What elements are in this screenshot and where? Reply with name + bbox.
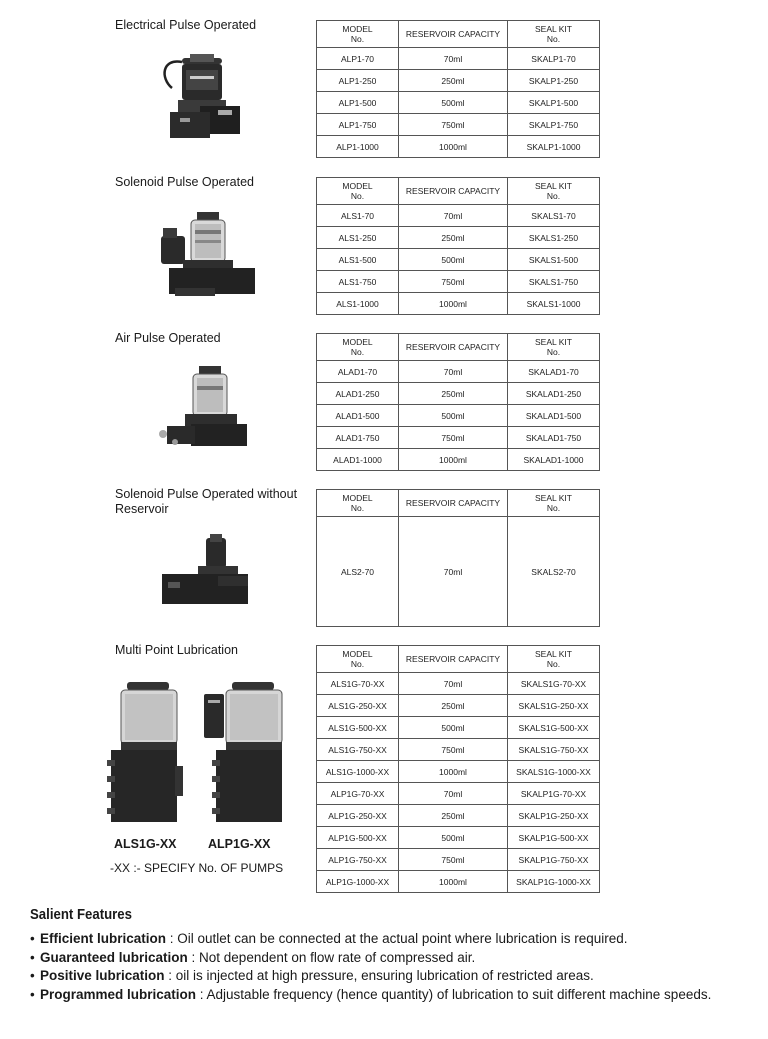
table-cell: ALP1-750 (317, 114, 399, 136)
table-cell: SKALP1G-250-XX (508, 805, 600, 827)
header-capacity: RESERVOIR CAPACITY (399, 490, 508, 517)
table-row (317, 114, 600, 136)
table-cell: SKALS1-500 (508, 249, 600, 271)
table-cell: ALAD1-750 (317, 427, 399, 449)
header-seal-kit: SEAL KIT No. (508, 21, 600, 48)
table-row (317, 293, 600, 315)
table-cell: SKALP1-1000 (508, 136, 600, 158)
table-row (317, 673, 600, 695)
table-cell: ALP1-1000 (317, 136, 399, 158)
section-title-no-reservoir: Solenoid Pulse Operated without Reservoir (115, 487, 298, 516)
table-row (317, 70, 600, 92)
header-seal-kit: SEAL KIT No. (508, 646, 600, 673)
header-model: MODEL No. (317, 334, 399, 361)
table-cell: ALP1-500 (317, 92, 399, 114)
specify-pumps-note: -XX :- SPECIFY No. OF PUMPS (110, 861, 284, 875)
table-cell: 750ml (399, 271, 508, 293)
table-row (317, 48, 600, 70)
table-cell: ALP1G-750-XX (317, 849, 399, 871)
table-cell: 750ml (399, 739, 508, 761)
spec-table-air (316, 333, 600, 471)
table-cell: SKALS1-1000 (508, 293, 600, 315)
table-cell: 500ml (399, 249, 508, 271)
table-cell: ALP1G-1000-XX (317, 871, 399, 893)
table-row (317, 227, 600, 249)
table-cell: ALP1G-250-XX (317, 805, 399, 827)
alp1g-pump-image (200, 680, 290, 830)
table-row (317, 517, 600, 627)
table-row (317, 849, 600, 871)
table-cell: ALS1-500 (317, 249, 399, 271)
table-row (317, 205, 600, 227)
table-cell: SKALAD1-70 (508, 361, 600, 383)
table-cell: SKALP1-250 (508, 70, 600, 92)
table-cell: SKALP1-70 (508, 48, 600, 70)
table-row (317, 717, 600, 739)
electrical-pump-image (160, 48, 245, 148)
table-cell: 750ml (399, 427, 508, 449)
table-cell: 70ml (399, 783, 508, 805)
feature-item: • Guaranteed lubrication : Not dependent on flow rate of compressed air. (30, 949, 760, 968)
table-cell: 1000ml (399, 761, 508, 783)
table-row (317, 383, 600, 405)
table-cell: 70ml (399, 48, 508, 70)
bullet-icon: • (30, 931, 35, 946)
table-cell: SKALS1-250 (508, 227, 600, 249)
header-model: MODEL No. (317, 490, 399, 517)
table-cell: 70ml (399, 517, 508, 627)
table-cell: SKALS1-70 (508, 205, 600, 227)
bullet-icon: • (30, 968, 35, 983)
spec-table-solenoid (316, 177, 600, 315)
header-seal-kit: SEAL KIT No. (508, 490, 600, 517)
table-row (317, 271, 600, 293)
section-title-electrical: Electrical Pulse Operated (115, 18, 257, 32)
table-cell: SKALS1G-250-XX (508, 695, 600, 717)
table-header-row (317, 646, 600, 673)
table-cell: ALP1G-70-XX (317, 783, 399, 805)
section-title-air: Air Pulse Operated (115, 331, 221, 345)
table-cell: ALS1-70 (317, 205, 399, 227)
als1g-pump-image (105, 680, 190, 830)
table-cell: SKALAD1-250 (508, 383, 600, 405)
header-seal-kit: SEAL KIT No. (508, 334, 600, 361)
bullet-icon: • (30, 949, 35, 965)
header-model: MODEL No. (317, 646, 399, 673)
table-cell: ALP1-250 (317, 70, 399, 92)
table-cell: SKALS1G-500-XX (508, 717, 600, 739)
feature-item: • Positive lubrication : oil is injected at high pressure, ensuring lubrication of restricted areas. (30, 967, 760, 986)
table-cell: 1000ml (399, 136, 508, 158)
table-row (317, 871, 600, 893)
caption-als1g: ALS1G-XX (114, 837, 177, 851)
table-cell: SKALS1G-70-XX (508, 673, 600, 695)
table-header-row (317, 490, 600, 517)
table-cell: 750ml (399, 849, 508, 871)
table-cell: SKALP1G-500-XX (508, 827, 600, 849)
table-cell: ALP1G-500-XX (317, 827, 399, 849)
table-cell: 250ml (399, 227, 508, 249)
table-row (317, 805, 600, 827)
table-cell: SKALAD1-750 (508, 427, 600, 449)
table-cell: 1000ml (399, 293, 508, 315)
table-cell: 70ml (399, 361, 508, 383)
air-pump-image (155, 362, 255, 452)
table-cell: 500ml (399, 92, 508, 114)
table-cell: SKALP1-750 (508, 114, 600, 136)
header-capacity: RESERVOIR CAPACITY (399, 178, 508, 205)
table-cell: ALS1G-500-XX (317, 717, 399, 739)
table-cell: SKALP1G-750-XX (508, 849, 600, 871)
table-row (317, 249, 600, 271)
table-cell: ALS2-70 (317, 517, 399, 627)
table-cell: ALAD1-1000 (317, 449, 399, 471)
spec-table-electrical (316, 20, 600, 158)
bullet-icon: • (30, 986, 35, 1002)
no-reservoir-pump-image (158, 532, 258, 612)
table-cell: 250ml (399, 805, 508, 827)
table-cell: 70ml (399, 673, 508, 695)
table-cell: 500ml (399, 827, 508, 849)
table-cell: SKALAD1-1000 (508, 449, 600, 471)
header-capacity: RESERVOIR CAPACITY (399, 646, 508, 673)
table-cell: 250ml (399, 695, 508, 717)
table-row (317, 783, 600, 805)
table-row (317, 827, 600, 849)
table-cell: 250ml (399, 70, 508, 92)
table-cell: ALS1G-70-XX (317, 673, 399, 695)
table-row (317, 761, 600, 783)
table-row (317, 136, 600, 158)
table-cell: ALS1-1000 (317, 293, 399, 315)
table-cell: SKALAD1-500 (508, 405, 600, 427)
section-title-solenoid: Solenoid Pulse Operated (115, 175, 254, 189)
header-model: MODEL No. (317, 178, 399, 205)
table-header-row (317, 334, 600, 361)
header-capacity: RESERVOIR CAPACITY (399, 21, 508, 48)
table-cell: 500ml (399, 405, 508, 427)
table-cell: ALAD1-500 (317, 405, 399, 427)
table-cell: ALS1G-750-XX (317, 739, 399, 761)
table-cell: ALAD1-250 (317, 383, 399, 405)
table-cell: ALS1G-250-XX (317, 695, 399, 717)
spec-table-no-reservoir (316, 489, 600, 627)
table-cell: 1000ml (399, 449, 508, 471)
table-header-row (317, 178, 600, 205)
table-cell: SKALS2-70 (508, 517, 600, 627)
section-title-multi-point: Multi Point Lubrication (115, 643, 238, 657)
spec-table-multi-point (316, 645, 600, 893)
table-cell: 70ml (399, 205, 508, 227)
table-row (317, 739, 600, 761)
table-row (317, 449, 600, 471)
table-cell: ALS1G-1000-XX (317, 761, 399, 783)
features-heading: Salient Features (30, 906, 132, 923)
features-list (30, 930, 760, 1004)
table-cell: ALS1-750 (317, 271, 399, 293)
feature-item: • Programmed lubrication : Adjustable frequency (hence quantity) of lubrication to suit different machine speeds. (30, 986, 760, 1005)
table-row (317, 405, 600, 427)
table-cell: SKALS1G-750-XX (508, 739, 600, 761)
table-cell: ALAD1-70 (317, 361, 399, 383)
table-row (317, 92, 600, 114)
caption-alp1g: ALP1G-XX (208, 837, 271, 851)
table-cell: ALS1-250 (317, 227, 399, 249)
table-row (317, 695, 600, 717)
table-cell: 250ml (399, 383, 508, 405)
header-capacity: RESERVOIR CAPACITY (399, 334, 508, 361)
table-cell: SKALP1G-70-XX (508, 783, 600, 805)
table-cell: SKALP1G-1000-XX (508, 871, 600, 893)
table-cell: 750ml (399, 114, 508, 136)
header-model: MODEL No. (317, 21, 399, 48)
solenoid-pump-image (155, 208, 260, 303)
feature-item: • Efficient lubrication : Oil outlet can be connected at the actual point where lubrication is required. (30, 930, 760, 949)
table-cell: SKALP1-500 (508, 92, 600, 114)
header-seal-kit: SEAL KIT No. (508, 178, 600, 205)
table-row (317, 427, 600, 449)
table-cell: SKALS1-750 (508, 271, 600, 293)
table-cell: ALP1-70 (317, 48, 399, 70)
table-cell: 1000ml (399, 871, 508, 893)
table-cell: 500ml (399, 717, 508, 739)
table-cell: SKALS1G-1000-XX (508, 761, 600, 783)
table-row (317, 361, 600, 383)
table-header-row (317, 21, 600, 48)
